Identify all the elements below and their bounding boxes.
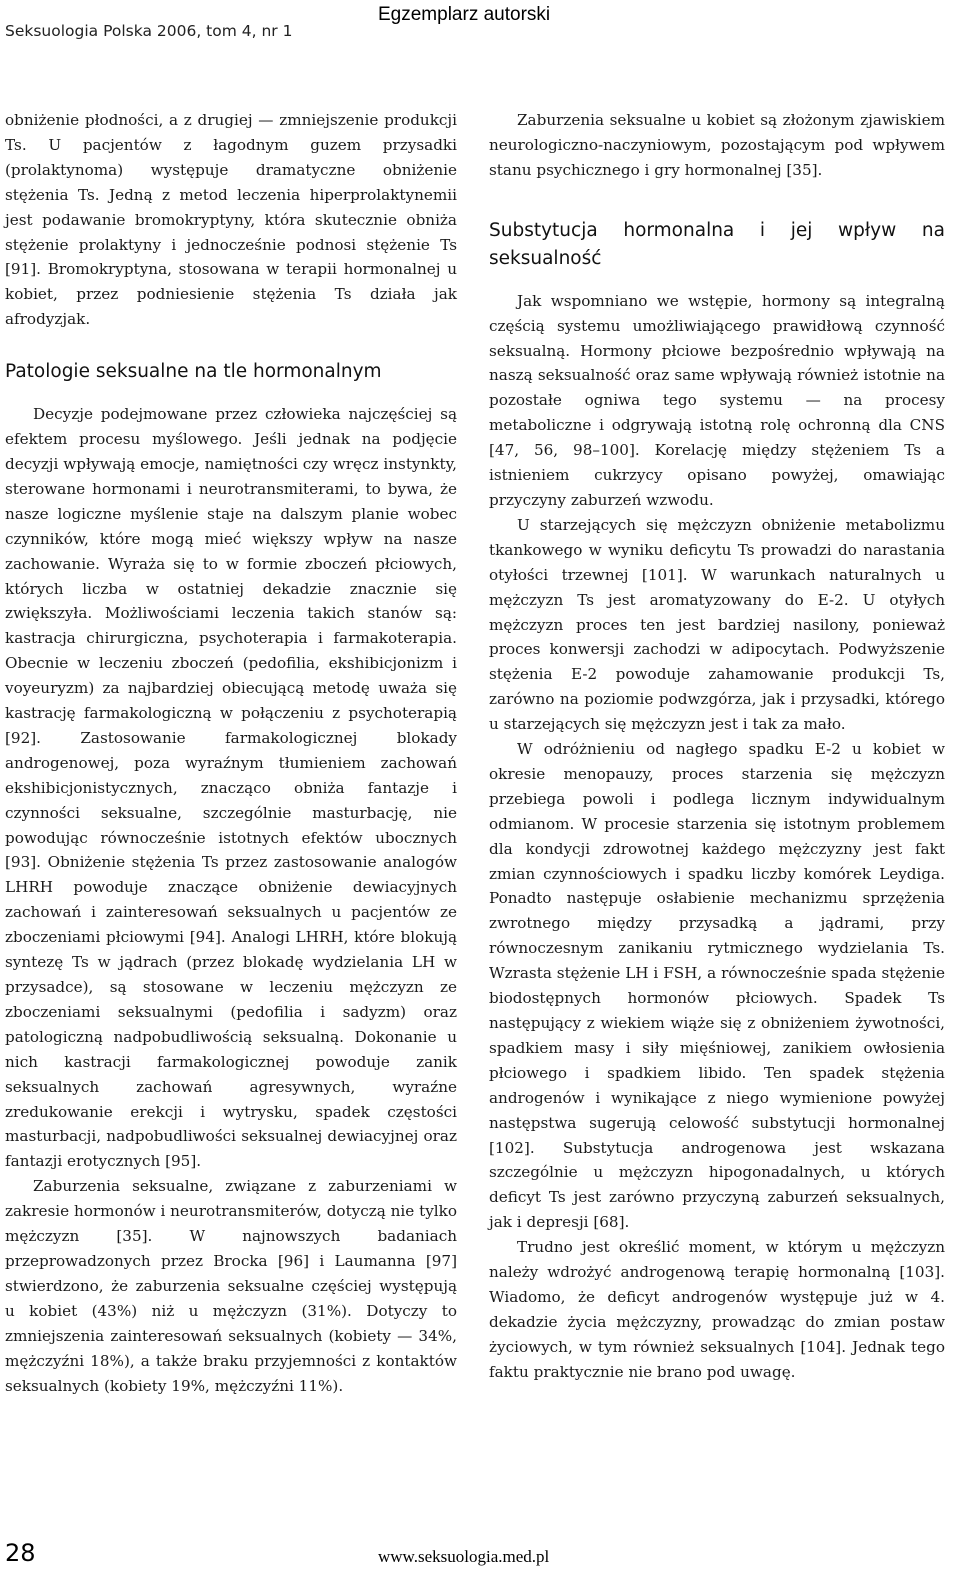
section-heading: Substytucja hormonalna i jej wpływ na seksualność: [489, 219, 945, 269]
author-copy-stamp: Egzemplarz autorski: [378, 4, 551, 25]
paragraph: Decyzje podejmowane przez człowieka najczęściej są efektem procesu myślowego. Jeśli jednak na podjęcie decyzji wpływają emocje, namiętności czy wręcz instynkty, sterowane hormonami i neurotransmiterami, to bywa, że nasze logiczne myślenie staje na dalszym planie wobec czynników, które mogą mieć większy wpływ na nasze zachowanie. Wyraża się to w formie zboczeń płciowych, których liczba w ostatniej dekadzie znacznie się zwiększyła. Możliwościami leczenia takich stanów są: kastracja chirurgiczna, psychoterapia i farmakoterapia. Obecnie w leczeniu zboczeń (pedofilia, ekshibicjonizm i voyeuryzm) za najbardziej obiecującą metodę uważa się kastrację farmakologiczną w połączeniu z psychoterapią [92]. Zastosowanie farmakologicznej blokady androgenowej, poza wyraźnym tłumieniem zachowań ekshibicjonistycznych, znacząco obniża fantazje i czynności seksualne, szczególnie masturbację, nie powodując równocześnie istotnych efektów ubocznych [93]. Obniżenie stężenia Ts przez zastosowanie analogów LHRH powoduje znaczące obniżenie dewiacyjnych zachowań i zainteresowań seksualnych u pacjentów ze zboczeniami płciowymi [94]. Analogi LHRH, które blokują syntezę Ts w jądrach (przez blokadę wydzielania LH w przysadce), są stosowane w leczeniu mężczyzn ze zboczeniami seksualnymi (pedofilia i sadyzm) oraz patologiczną nadpobudliwością seksualną. Dokonanie u nich kastracji farmakologicznej powoduje zanik seksualnych zachowań agresywnych, wyraźne zredukowanie erekcji i wytrysku, spadek częstości masturbacji, nadpobudliwości seksualnej dewiacyjnej oraz fantazji erotycznych [95].: [5, 405, 457, 1171]
paragraph: Zaburzenia seksualne u kobiet są złożonym zjawiskiem neurologiczno-naczyniowym, pozostającym pod wpływem stanu psychicznego i gry hormonalnej [35].: [489, 111, 945, 179]
paragraph: Jak wspomniano we wstępie, hormony są integralną częścią systemu umożliwiającego prawidłową czynność seksualną. Hormony płciowe bezpośrednio wpływają na naszą seksualność oraz same wpływają również istotnie na pozostałe ogniwa tego systemu — na procesy metaboliczne i odgrywają istotną rolę ochronną dla CNS [47, 56, 98–100]. Korelację między stężeniem Ts a istnieniem cukrzycy opisano powyżej, omawiając przyczyny zaburzeń wzwodu.: [489, 291, 945, 509]
paragraph: Zaburzenia seksualne, związane z zaburzeniami w zakresie hormonów i neurotransmiterów, dotyczą nie tylko mężczyzn [35]. W najnowszych badaniach przeprowadzonych przez Brocka [96] i Laumanna [97] stwierdzono, że zaburzenia seksualne częściej występują u kobiet (43%) niż u mężczyzn (31%). Dotyczy to zmniejszenia zainteresowań seksualnych (kobiety — 34%, mężczyźni 18%), a także braku przyjemności z kontaktów seksualnych (kobiety 19%, mężczyźni 11%).: [5, 1177, 457, 1395]
left-column: [5, 108, 457, 1398]
section-heading: Patologie seksualne na tle hormonalnym: [5, 361, 382, 383]
paragraph: U starzejących się mężczyzn obniżenie metabolizmu tkankowego w wyniku deficytu Ts prowadzi do narastania otyłości trzewnej [101]. W warunkach naturalnych u mężczyzn Ts jest aromatyzowany do E-2. U otyłych mężczyzn proces ten jest bardziej nasilony, ponieważ proces konwersji zachodzi w adipocytach. Podwyższenie stężenia E-2 powoduje zahamowanie produkcji Ts, zarówno na poziomie podwzgórza, jak i przysadki, którego u starzejących się mężczyzn jest i tak za mało.: [489, 515, 945, 734]
paragraph: Trudno jest określić moment, w którym u mężczyzn należy wdrożyć androgenową terapię hormonalną [103]. Wiadomo, że deficyt androgenów występuje już w 4. dekadzie życia mężczyzny, prowadząc do zmian postaw życiowych, w tym również seksualnych [104]. Jednak tego faktu praktycznie nie brano pod uwagę.: [489, 1238, 945, 1381]
journal-url: www.seksuologia.med.pl: [378, 1547, 550, 1566]
paragraph: W odróżnieniu od nagłego spadku E-2 u kobiet w okresie menopauzy, proces starzenia się mężczyzn przebiega powoli i podlega licznym indywidualnym odmianom. W procesie starzenia się istotnym problemem dla kondycji zdrowotnej każdego mężczyzny jest fakt zmian czynnościowych i spadku liczby komórek Leydiga. Ponadto następuje osłabienie mechanizmu sprzężenia zwrotnego między przysadką a jądrami, przy równoczesnym zanikaniu rytmicznego wydzielania Ts. Wzrasta stężenie LH i FSH, a równocześnie spada stężenie biodostępnych hormonów płciowych. Spadek Ts następujący z wiekiem wiąże się z obniżeniem żywotności, spadkiem masy i siły mięśniowej, zanikiem owłosienia płciowego i spadkiem libido. Ten spadek stężenia androgenów i wynikające z niego wymienione powyżej następstwa sugerują celowość substytucji hormonalnej [102]. Substytucja androgenowa jest wskazana szczególnie u mężczyzn hipogonadalnych, u których deficyt Ts jest zarówno przyczyną zaburzeń seksualnych, jak i depresji [68].: [489, 740, 945, 1232]
journal-header: Seksuologia Polska 2006, tom 4, nr 1: [5, 22, 293, 40]
paragraph: obniżenie płodności, a z drugiej — zmniejszenie produkcji Ts. U pacjentów z łagodnym guzem przysadki (prolaktynoma) występuje dramatyczne obniżenie stężenia Ts. Jedną z metod leczenia hiperprolaktynemii jest podawanie bromokryptyny, która skutecznie obniża stężenie prolaktyny i jednocześnie podnosi stężenie Ts [91]. Bromokryptyna, stosowana w terapii hormonalnej u kobiet, przez podniesienie stężenia Ts działa jak afrodyzjak.: [5, 111, 457, 329]
right-column: [489, 108, 945, 1385]
page-number: 28: [5, 1539, 36, 1567]
